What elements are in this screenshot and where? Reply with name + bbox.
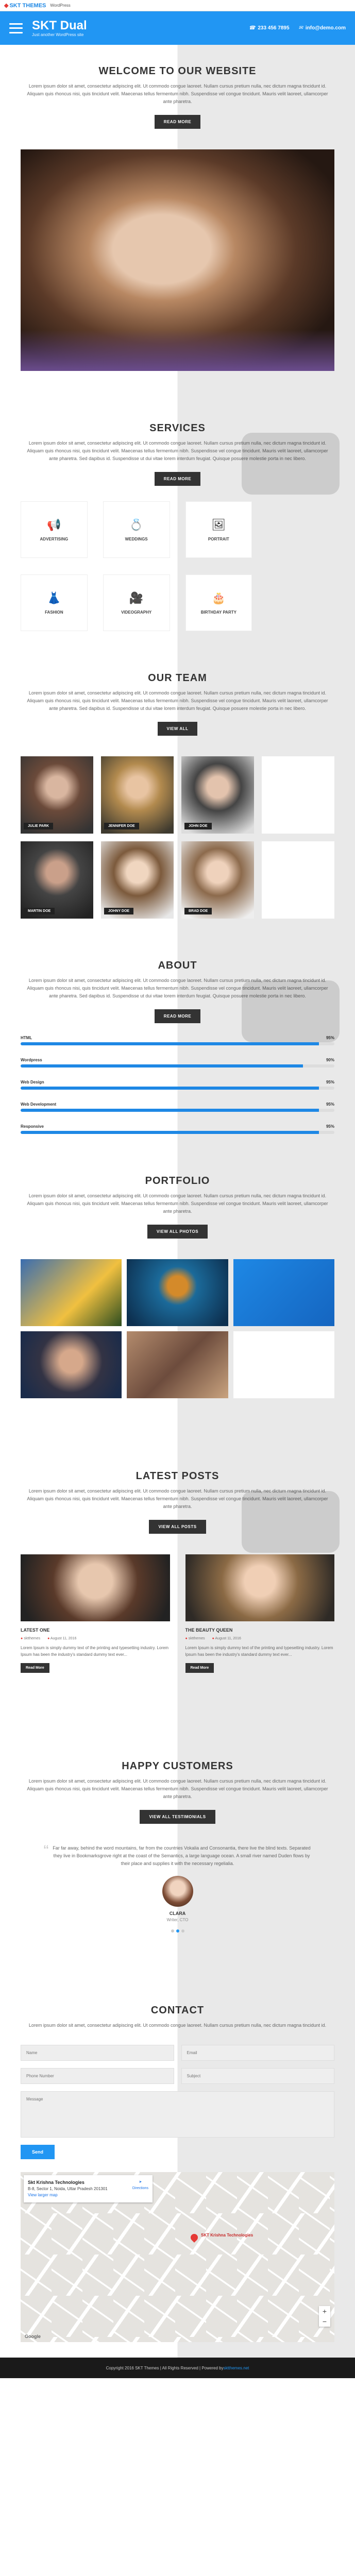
skill-percent: 95% [326,1102,334,1107]
skill-row [21,1080,334,1090]
brand [32,19,87,37]
post-title[interactable]: THE BEAUTY QUEEN [185,1628,233,1633]
team-member[interactable] [181,756,254,834]
welcome-title: WELCOME TO OUR WEBSITE [98,65,257,77]
customers-title: HAPPY CUSTOMERS [122,1760,233,1772]
skill-percent: 95% [326,1124,334,1129]
portfolio-title: PORTFOLIO [145,1175,210,1187]
send-button[interactable]: Send [21,2145,55,2159]
subject-field[interactable] [181,2068,335,2084]
welcome-section [0,45,355,402]
skill-row [21,1058,334,1067]
portfolio-image[interactable] [233,1259,334,1326]
team-member-name: BRAD DOE [184,908,212,914]
user-icon: ● [21,1637,23,1640]
map-provider-logo: Google [25,2334,41,2339]
site-footer [0,2358,355,2378]
site-tagline: Just another WordPress site [32,32,84,37]
message-field[interactable] [21,2091,334,2138]
skill-bar [21,1042,334,1045]
contact-title: CONTACT [150,2005,205,2016]
portfolio-image-empty [233,1331,334,1398]
team-member-name: JENNIFER DOE [104,823,139,829]
footer-copyright: Copyright 2016 SKT Themes | All Rights Reserved | Powered by [106,2365,224,2370]
team-member-name: JULIE PARK [24,823,53,829]
skill-bar [21,1131,334,1134]
post-meta: ● sktthemes ● August 11, 2016 [21,1637,77,1640]
service-card[interactable] [21,501,88,558]
team-view-all-button[interactable]: VIEW ALL [158,722,198,736]
team-member-empty [262,756,334,834]
service-label: ADVERTISING [40,536,69,541]
skill-name: Web Development [21,1102,57,1107]
zoom-out-icon[interactable]: − [322,2317,327,2326]
skill-name: Web Design [21,1080,44,1084]
services-grid [21,501,334,631]
post-read-more-button[interactable]: Read More [185,1663,214,1673]
calendar-icon: ● [212,1637,214,1640]
portfolio-grid [21,1259,334,1398]
team-text: Lorem ipsum dolor sit amet, consectetur adipiscing elit. Ut commodo congue laoreet. Nullam cursus pretium nulla, nec dictum magna tincidunt id. Aliquam quis rhoncus nisi, quis tincidunt velit. Maecenas tellus fermentum nibh. Suspendisse vel congue tincidunt. Mauris velit laoreet, ullamcorper ante pharetra. Sed dapibus id. Suspendisse ut dui vitae lorem interdum feugiat. Quisque posuere molestie porta in nec libero. [27,690,328,711]
skill-percent: 95% [326,1080,334,1084]
posts-text: Lorem ipsum dolor sit amet, consectetur adipiscing elit. Ut commodo congue laoreet. Nullam cursus pretium nulla, nec dictum magna tincidunt id. Aliquam quis rhoncus nisi, quis tincidunt velit. Maecenas tellus fermentum nibh. Suspendisse vel congue tincidunt. Mauris velit laoreet, ullamcorper ante pharetra. [27,1488,328,1509]
map-zoom-control[interactable] [319,2306,330,2327]
map-info-card [24,2175,153,2202]
pager-dot[interactable] [181,1929,184,1933]
team-grid [21,756,334,919]
skill-bar-fill [21,1087,319,1090]
map-company: Skt Krishna Technologies [28,2180,84,2185]
skill-bar-fill [21,1109,319,1112]
team-member[interactable] [21,756,93,834]
quote-icon: “ [43,1842,49,1859]
pager-dot[interactable] [171,1929,174,1933]
posts-section [0,1450,355,1724]
skill-bar [21,1064,334,1067]
service-card[interactable] [185,501,252,558]
posts-view-all-button[interactable]: VIEW ALL POSTS [149,1520,206,1534]
skill-percent: 90% [326,1058,334,1062]
site-logo[interactable] [4,2,46,9]
header-phone: ☎ 233 456 7895 [248,25,290,31]
skill-name: Wordpress [21,1058,42,1062]
posts-title: LATEST POSTS [136,1470,219,1482]
about-section [0,939,355,1155]
cake-icon: 🎂 [211,591,226,604]
service-card[interactable] [21,574,88,631]
skill-bar-fill [21,1064,303,1067]
service-label: VIDEOGRAPHY [121,609,152,615]
skill-bar [21,1087,334,1090]
portfolio-image[interactable] [21,1331,122,1398]
services-section [0,402,355,652]
pager-dot-active[interactable] [176,1929,179,1933]
skill-name: HTML [21,1036,32,1040]
zoom-in-icon[interactable]: + [322,2307,327,2315]
skills-list [21,1036,334,1134]
team-member-name: JOHN DOE [184,823,212,829]
contact-form [21,2045,334,2138]
phone-field[interactable] [21,2068,174,2084]
service-label: WEDDINGS [125,536,148,541]
service-card[interactable] [185,574,252,631]
portfolio-image[interactable] [127,1331,228,1398]
location-map[interactable] [21,2172,334,2342]
background-camera-image [242,433,340,495]
welcome-text: Lorem ipsum dolor sit amet, consectetur adipiscing elit. Ut commodo congue laoreet. Nullam cursus pretium nulla, nec dictum magna tincidunt id. Aliquam quis rhoncus nisi, quis tincidunt velit. Maecenas tellus fermentum nibh. Suspendisse vel congue tincidunt. Mauris velit laoreet, ullamcorper ante pharetra. [27,83,328,104]
testimonial-quote: “ Far far away, behind the word mountains, far from the countries Vokalia and Consonantia, there live the blind texts. Separated they live in Bookmarksgrove right at the coast of the Semantics, a large language ocean. A small river named Duden flows by their place and supplies it with the necessary regelialia. [43,1842,311,1866]
wordpress-link[interactable]: WordPress [50,3,71,8]
background-camera-image [242,980,340,1042]
contact-text: Lorem ipsum dolor sit amet, consectetur adipiscing elit. Ut commodo congue laoreet. Nullam cursus pretium nulla, nec dictum magna tincidunt id. [28,2023,327,2028]
service-label: FASHION [45,609,63,615]
about-text: Lorem ipsum dolor sit amet, consectetur adipiscing elit. Ut commodo congue laoreet. Nullam cursus pretium nulla, nec dictum magna tincidunt id. Aliquam quis rhoncus nisi, quis tincidunt velit. Maecenas tellus fermentum nibh. Suspendisse vel congue tincidunt. Mauris velit laoreet, ullamcorper ante pharetra. Sed dapibus id. Suspendisse ut dui vitae lorem interdum feugiat. Quisque posuere molestie porta in nec libero. [27,978,328,998]
site-title[interactable]: SKT Dual [32,19,87,32]
team-member[interactable] [101,756,174,834]
map-directions-button[interactable]: ➤ Directions [132,2180,148,2190]
services-text: Lorem ipsum dolor sit amet, consectetur adipiscing elit. Ut commodo congue laoreet. Nullam cursus pretium nulla, nec dictum magna tincidunt id. Aliquam quis rhoncus nisi, quis tincidunt velit. Maecenas tellus fermentum nibh. Suspendisse vel congue tincidunt. Mauris velit laoreet, ullamcorper ante pharetra. Sed dapibus id. Suspendisse ut dui vitae lorem interdum feugiat. Quisque posuere molestie porta in nec libero. [27,440,328,461]
service-card[interactable] [103,574,170,631]
team-member[interactable] [101,841,174,919]
map-pin-label: SKT Krishna Technologies [201,2233,253,2238]
team-member[interactable] [21,841,93,919]
map-address: B-8, Sector 1, Noida, Uttar Pradesh 201301 [28,2187,108,2191]
post-image[interactable] [21,1554,170,1621]
logo-text: SKT THEMES [9,2,46,9]
skill-row [21,1102,334,1112]
phone-icon: ☎ [248,25,256,31]
portfolio-text: Lorem ipsum dolor sit amet, consectetur adipiscing elit. Ut commodo congue laoreet. Nullam cursus pretium nulla, nec dictum magna tincidunt id. Aliquam quis rhoncus nisi, quis tincidunt velit. Maecenas tellus fermentum nibh. Suspendisse vel congue tincidunt. Mauris velit laoreet, ullamcorper ante pharetra. [27,1193,328,1214]
welcome-read-more-button[interactable]: READ MORE [155,115,200,129]
header-email[interactable]: ✉ info@demo.com [298,25,346,31]
directions-icon: ➤ [139,2180,142,2184]
post-card [185,1554,335,1673]
customers-section [0,1724,355,1984]
posts-grid [21,1554,334,1673]
services-read-more-button[interactable]: READ MORE [155,472,200,486]
portfolio-image[interactable] [21,1259,122,1326]
post-card [21,1554,170,1673]
email-field[interactable] [181,2045,335,2061]
post-meta: ● sktthemes ● August 11, 2016 [185,1637,241,1640]
user-icon: ● [185,1637,188,1640]
service-label: PORTRAIT [208,536,229,541]
post-image[interactable] [185,1554,335,1621]
skill-percent: 95% [326,1036,334,1040]
video-camera-icon: 🎥 [129,591,144,604]
team-member-empty [262,841,334,919]
post-excerpt: Lorem Ipsum is simply dummy text of the printing and typesetting industry. Lorem Ipsum has been the industry's standard dummy text ever... [185,1646,333,1657]
mail-icon: ✉ [298,25,303,31]
about-read-more-button[interactable]: READ MORE [155,1009,200,1023]
skill-bar [21,1109,334,1112]
customers-text: Lorem ipsum dolor sit amet, consectetur adipiscing elit. Ut commodo congue laoreet. Nullam cursus pretium nulla, nec dictum magna tincidunt id. Aliquam quis rhoncus nisi, quis tincidunt velit. Maecenas tellus fermentum nibh. Suspendisse vel congue tincidunt. Mauris velit laoreet, ullamcorper ante pharetra. [27,1778,328,1799]
calendar-icon: ● [47,1637,50,1640]
about-title: ABOUT [158,960,197,971]
portfolio-image[interactable] [127,1259,228,1326]
team-member-name: JOHNY DOE [104,908,133,914]
header-contact [249,25,346,31]
team-title: OUR TEAM [148,672,207,684]
skill-bar-fill [21,1042,319,1045]
footer-link[interactable]: sktthemes.net [223,2365,249,2370]
services-title: SERVICES [149,422,206,434]
portfolio-section [0,1155,355,1450]
skill-name: Responsive [21,1124,44,1129]
skill-row [21,1124,334,1134]
megaphone-icon: 📢 [47,518,61,531]
portrait-icon: 🖼 [211,518,226,531]
hanger-icon: 👗 [47,591,61,604]
team-member-name: MARTIN DOE [24,908,55,914]
welcome-hero-image [21,149,334,371]
logo-mark-icon: ◆ [4,3,9,9]
service-label: BIRTHDAY PARTY [200,609,236,615]
service-card[interactable] [103,501,170,558]
post-title[interactable]: LATEST ONE [21,1628,50,1633]
map-larger-link[interactable]: View larger map [28,2193,58,2197]
portfolio-view-all-button[interactable]: VIEW ALL PHOTOS [147,1225,208,1239]
rings-icon: 💍 [129,518,144,531]
testimonial-role: Writer, CTO [166,1918,189,1922]
admin-topbar [0,0,355,11]
site-header [0,11,355,45]
testimonial-name: CLARA [169,1911,186,1916]
testimonial-pager [21,1929,334,1933]
skill-bar-fill [21,1131,319,1134]
customers-view-all-button[interactable]: VIEW ALL TESTIMONIALS [140,1810,215,1824]
contact-section [0,1984,355,2358]
team-section [0,652,355,939]
menu-toggle[interactable] [9,23,23,33]
team-member[interactable] [181,841,254,919]
background-camera-image [242,1491,340,1553]
post-excerpt: Lorem Ipsum is simply dummy text of the printing and typesetting industry. Lorem Ipsum has been the industry's standard dummy text ever... [21,1646,169,1657]
avatar [162,1876,193,1907]
name-field[interactable] [21,2045,174,2061]
post-read-more-button[interactable]: Read More [21,1663,49,1673]
